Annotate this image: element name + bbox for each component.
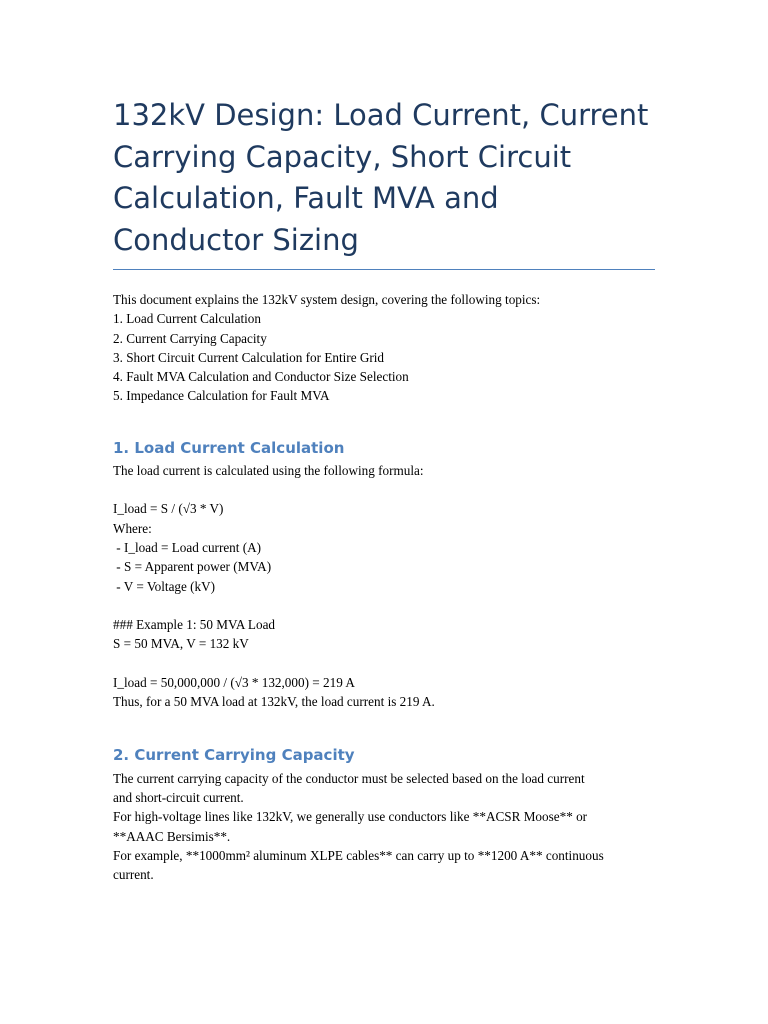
blank-line <box>113 596 655 615</box>
blank-line <box>113 480 655 499</box>
topic-list-item: 3. Short Circuit Current Calculation for Entire Grid <box>113 349 385 365</box>
blank-line <box>113 654 655 673</box>
paragraph-line: For example, **1000mm² aluminum XLPE cables** can carry up to **1200 A** continuous <box>113 847 604 863</box>
paragraph-line: S = 50 MVA, V = 132 kV <box>113 636 249 652</box>
intro-block <box>113 290 655 406</box>
definition-line: - S = Apparent power (MVA) <box>113 559 272 575</box>
paragraph-line: **AAAC Bersimis**. <box>113 828 231 844</box>
section-body-current-carrying-capacity <box>113 769 655 885</box>
paragraph-line: current. <box>113 867 154 883</box>
document-title: 132kV Design: Load Current, Current Carrying Capacity, Short Circuit Calculation, Fault MVA and Conductor Sizing <box>113 95 655 270</box>
formula-line: I_load = 50,000,000 / (√3 * 132,000) = 219 A <box>113 675 355 691</box>
section-heading-load-current: 1. Load Current Calculation <box>113 438 345 457</box>
topic-list-item: 1. Load Current Calculation <box>113 311 261 327</box>
formula-line: I_load = S / (√3 * V) <box>113 501 224 517</box>
definition-line: - V = Voltage (kV) <box>113 578 216 594</box>
definition-line: - I_load = Load current (A) <box>113 539 262 555</box>
paragraph-line: Thus, for a 50 MVA load at 132kV, the load current is 219 A. <box>113 694 435 710</box>
example-heading-line: ### Example 1: 50 MVA Load <box>113 617 276 633</box>
section-body-load-current <box>113 461 655 712</box>
section-heading-current-carrying-capacity: 2. Current Carrying Capacity <box>113 745 355 764</box>
topic-list-item: 4. Fault MVA Calculation and Conductor Size Selection <box>113 369 409 385</box>
paragraph-line: For high-voltage lines like 132kV, we generally use conductors like **ACSR Moose** or <box>113 809 588 825</box>
paragraph-line: The current carrying capacity of the conductor must be selected based on the load current <box>113 770 585 786</box>
topic-list-item: 5. Impedance Calculation for Fault MVA <box>113 388 330 404</box>
paragraph-line: and short-circuit current. <box>113 789 244 805</box>
intro-line: This document explains the 132kV system design, covering the following topics: <box>113 292 541 307</box>
document-page <box>113 95 655 884</box>
topic-list-item: 2. Current Carrying Capacity <box>113 330 267 346</box>
paragraph-line: The load current is calculated using the following formula: <box>113 462 424 478</box>
paragraph-line: Where: <box>113 520 152 536</box>
